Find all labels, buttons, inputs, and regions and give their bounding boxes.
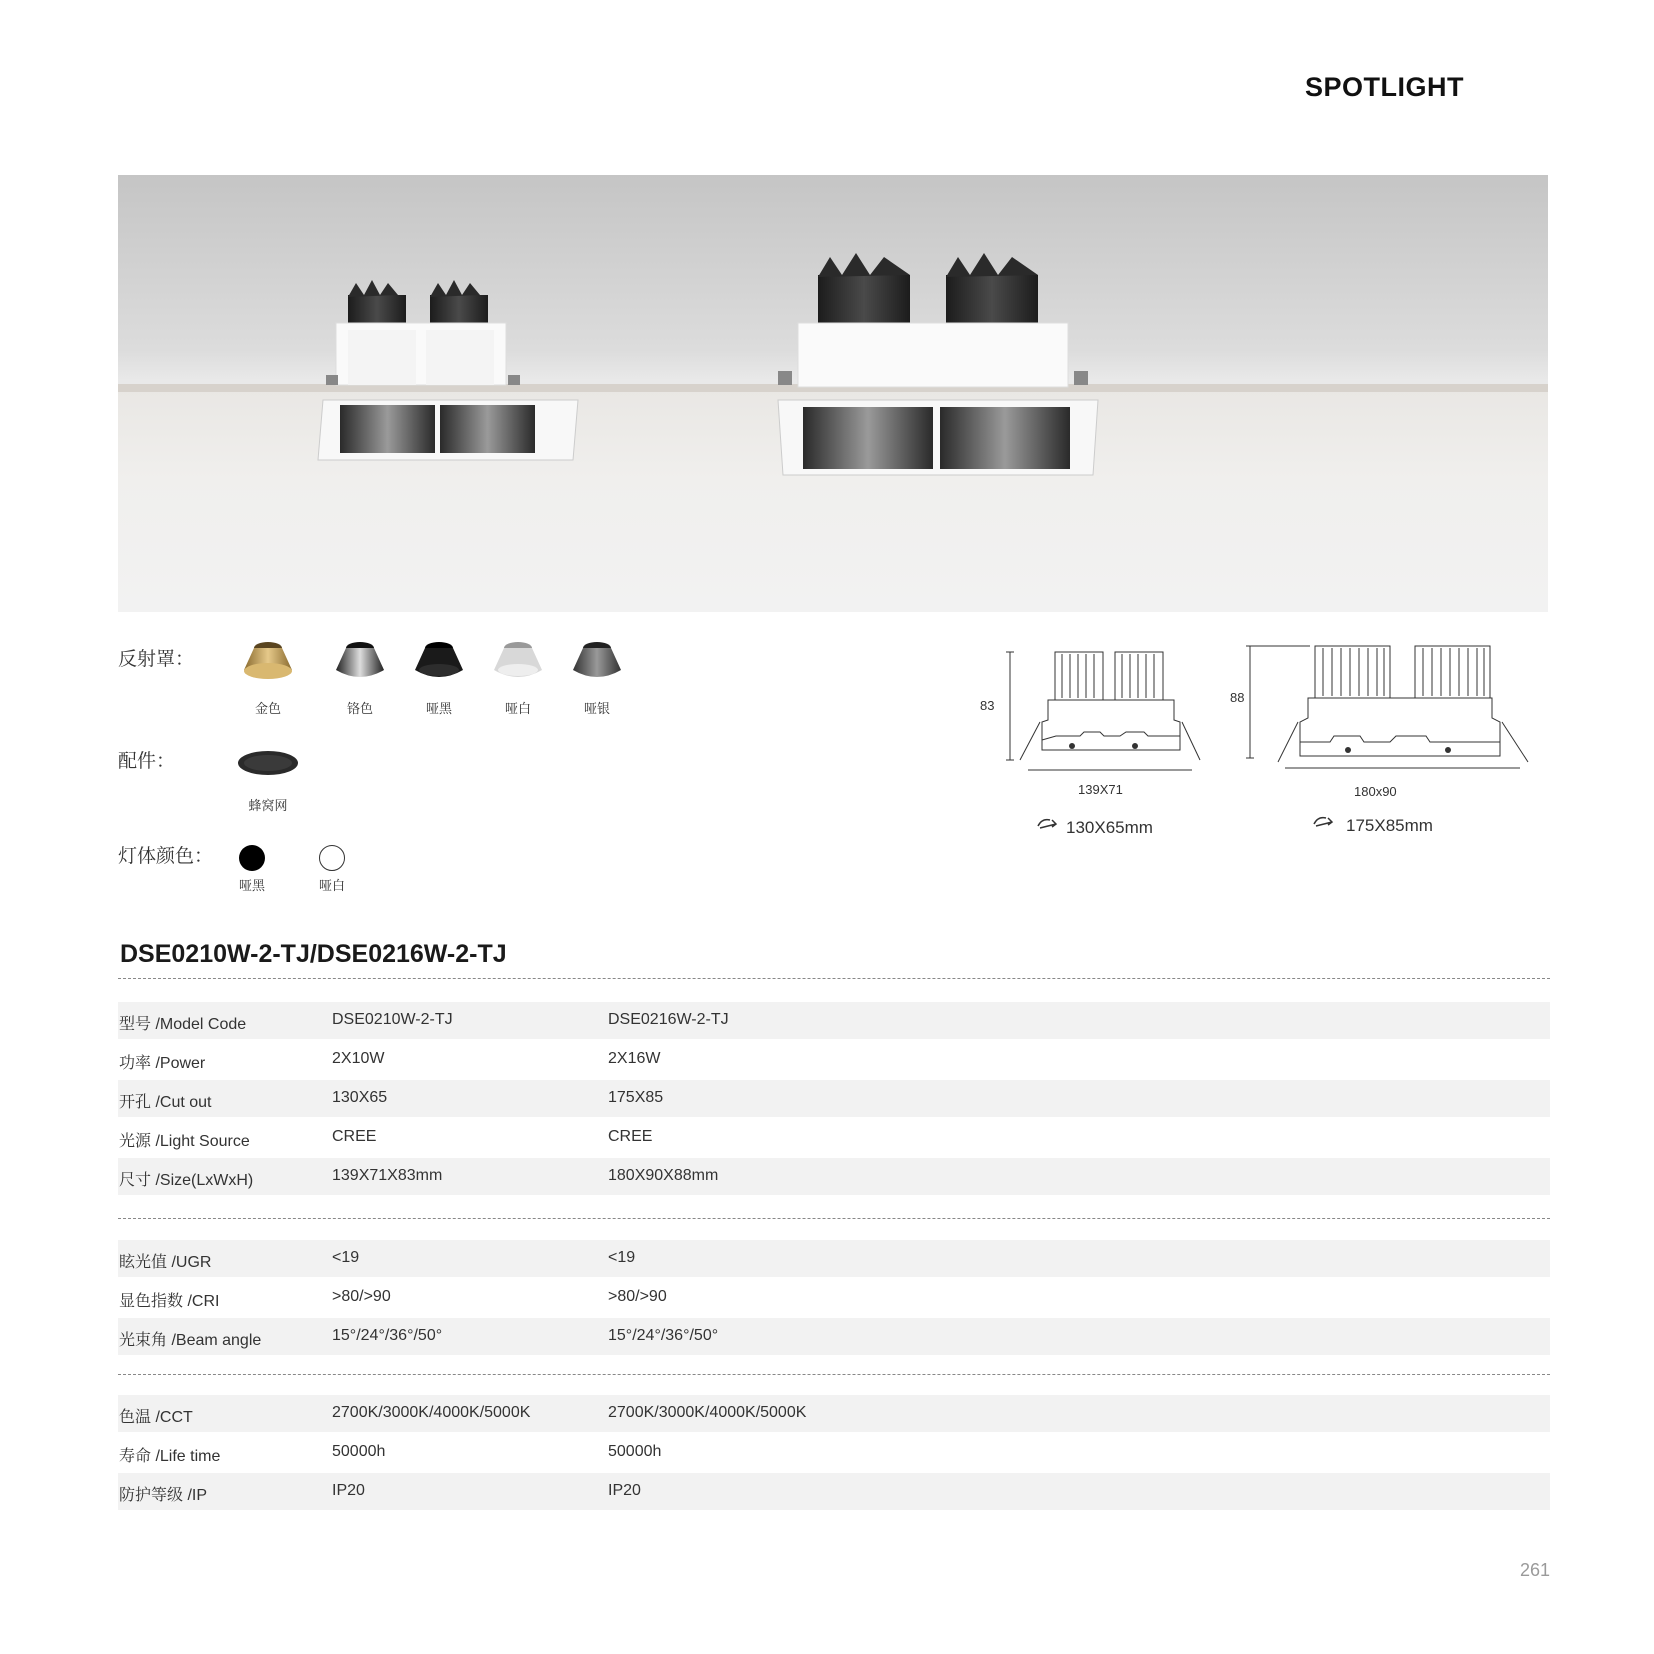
spec-value: 15°/24°/36°/50° <box>332 1327 443 1344</box>
reflector-caption: 铬色 <box>346 701 373 716</box>
reflector-caption: 哑黑 <box>425 701 452 716</box>
parts-caption: 蜂窝网 <box>248 798 288 813</box>
cutout-icon <box>1312 814 1336 835</box>
spec-value: IP20 <box>332 1482 365 1499</box>
table-row <box>118 1318 1550 1355</box>
spec-value: 2700K/3000K/4000K/5000K <box>608 1404 807 1421</box>
honeycomb-icon <box>236 748 300 783</box>
spec-value: DSE0210W-2-TJ <box>332 1011 453 1028</box>
spec-value: <19 <box>608 1249 636 1266</box>
spec-label: 显色指数 /CRI <box>119 1293 220 1310</box>
spec-label: 开孔 /Cut out <box>119 1094 212 1111</box>
small-height-label: 83 <box>980 698 995 713</box>
table-row <box>118 1119 1550 1156</box>
large-cutout-label: 175X85mm <box>1346 816 1433 835</box>
spec-value: CREE <box>608 1128 653 1145</box>
reflector-label: 反射罩： <box>118 649 195 670</box>
body-color-caption: 哑白 <box>318 878 345 893</box>
spec-label: 尺寸 /Size(LxWxH) <box>119 1172 254 1189</box>
reflector-chrome-icon <box>332 640 388 684</box>
model-title: DSE0210W-2-TJ/DSE0216W-2-TJ <box>120 940 507 968</box>
body-color-caption: 哑黑 <box>238 878 265 893</box>
table-row <box>118 1041 1550 1078</box>
table-row <box>118 1434 1550 1471</box>
small-size-label: 139X71 <box>1078 782 1123 797</box>
divider <box>118 1218 1550 1219</box>
spec-value: IP20 <box>608 1482 641 1499</box>
spec-value: 139X71X83mm <box>332 1167 443 1184</box>
table-row <box>118 1240 1550 1277</box>
reflector-black-icon <box>411 640 467 684</box>
spec-label: 型号 /Model Code <box>119 1016 247 1033</box>
large-dimension-diagram <box>1230 638 1540 808</box>
table-row <box>118 1158 1550 1195</box>
spec-value: 2X10W <box>332 1050 385 1067</box>
spec-value: 130X65 <box>332 1089 388 1106</box>
body-color-label: 灯体颜色： <box>118 846 214 867</box>
spec-value: >80/>90 <box>332 1288 391 1305</box>
spec-value: <19 <box>332 1249 360 1266</box>
page-title: SPOTLIGHT <box>1305 72 1464 102</box>
spec-label: 防护等级 /IP <box>119 1487 208 1504</box>
spec-label: 寿命 /Life time <box>119 1448 221 1465</box>
spec-value: CREE <box>332 1128 377 1145</box>
spec-value: 2X16W <box>608 1050 661 1067</box>
reflector-caption: 哑银 <box>583 701 610 716</box>
color-dot-black-icon <box>239 845 265 871</box>
divider <box>118 1374 1550 1375</box>
reflector-swatch <box>240 640 296 689</box>
spec-value: 2700K/3000K/4000K/5000K <box>332 1404 531 1421</box>
spec-value: 50000h <box>332 1443 386 1460</box>
spec-value: >80/>90 <box>608 1288 667 1305</box>
cutout-icon <box>1036 816 1060 837</box>
spec-label: 眩光值 /UGR <box>119 1254 212 1271</box>
spec-value: 180X90X88mm <box>608 1167 719 1184</box>
large-fixture-illustration <box>778 253 1098 475</box>
spec-value: 175X85 <box>608 1089 664 1106</box>
table-row <box>118 1395 1550 1432</box>
color-dot-white-icon <box>319 845 345 871</box>
spec-label: 光束角 /Beam angle <box>119 1332 262 1349</box>
reflector-caption: 哑白 <box>504 701 531 716</box>
spec-value: DSE0216W-2-TJ <box>608 1011 729 1028</box>
small-fixture-illustration <box>318 280 578 460</box>
spec-value: 15°/24°/36°/50° <box>608 1327 719 1344</box>
reflector-silver-icon <box>569 640 625 684</box>
reflector-swatch <box>569 640 625 689</box>
large-size-label: 180x90 <box>1354 784 1397 799</box>
reflector-white-icon <box>490 640 546 684</box>
table-row <box>118 1473 1550 1510</box>
product-hero-image <box>118 175 1548 612</box>
reflector-swatch <box>490 640 546 689</box>
table-row <box>118 1002 1550 1039</box>
spec-value: 50000h <box>608 1443 662 1460</box>
spec-label: 色温 /CCT <box>119 1409 193 1426</box>
parts-label: 配件： <box>118 751 176 772</box>
table-row <box>118 1080 1550 1117</box>
spec-label: 功率 /Power <box>119 1055 206 1072</box>
reflector-swatch <box>332 640 388 689</box>
divider <box>118 978 1550 979</box>
small-cutout-label: 130X65mm <box>1066 818 1153 837</box>
spec-label: 光源 /Light Source <box>119 1133 250 1150</box>
table-row <box>118 1279 1550 1316</box>
large-height-label: 88 <box>1230 690 1245 705</box>
reflector-caption: 金色 <box>254 701 281 716</box>
page-number: 261 <box>1519 1560 1550 1580</box>
reflector-swatch <box>411 640 467 689</box>
reflector-gold-icon <box>240 640 296 684</box>
